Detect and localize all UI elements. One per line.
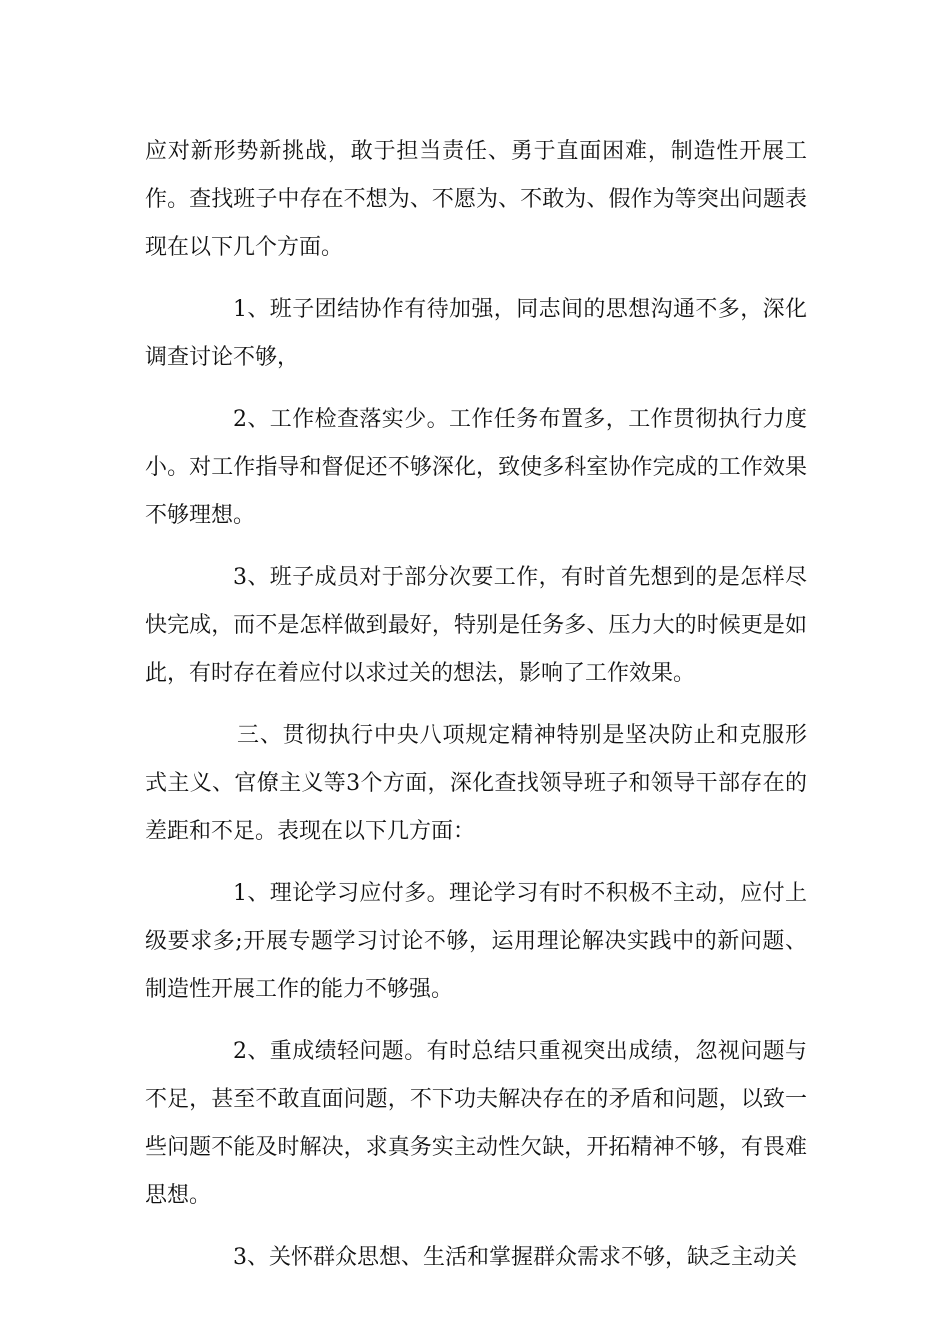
paragraph-item-1: 1、班子团结协作有待加强，同志间的思想沟通不多，深化调查讨论不够， (145, 297, 807, 370)
paragraph-section3-item-1: 1、理论学习应付多。理论学习有时不积极不主动，应付上级要求多;开展专题学习讨论不够，运用理论解决实践中的新问题、制造性开展工作的能力不够强。 (145, 881, 807, 1002)
paragraph-section3-item-3: 3、关怀群众思想、生活和掌握群众需求不够，缺乏主动关 (233, 1245, 797, 1270)
paragraph-section3-item-2: 2、重成绩轻问题。有时总结只重视突出成绩，忽视问题与不足，甚至不敢直面问题，不下功夫解决存在的矛盾和问题，以致一些问题不能及时解决，求真务实主动性欠缺，开拓精神不够，有畏难思想。 (145, 1039, 807, 1208)
section-heading-3: 三、贯彻执行中央八项规定精神特别是坚决防止和克服形式主义、官僚主义等3个方面，深化查找领导班子和领导干部存在的差距和不足。表现在以下几方面： (145, 723, 807, 844)
paragraph-item-3: 3、班子成员对于部分次要工作，有时首先想到的是怎样尽快完成，而不是怎样做到最好，特别是任务多、压力大的时候更是如此，有时存在着应付以求过关的想法，影响了工作效果。 (145, 565, 807, 686)
paragraph-item-2: 2、工作检查落实少。工作任务布置多，工作贯彻执行力度小。对工作指导和督促还不够深化，致使多科室协作完成的工作效果不够理想。 (145, 407, 807, 528)
document-body (145, 128, 807, 1296)
paragraph-intro: 应对新形势新挑战，敢于担当责任、勇于直面困难，制造性开展工作。查找班子中存在不想为、不愿为、不敢为、假作为等突出问题表现在以下几个方面。 (145, 139, 807, 260)
